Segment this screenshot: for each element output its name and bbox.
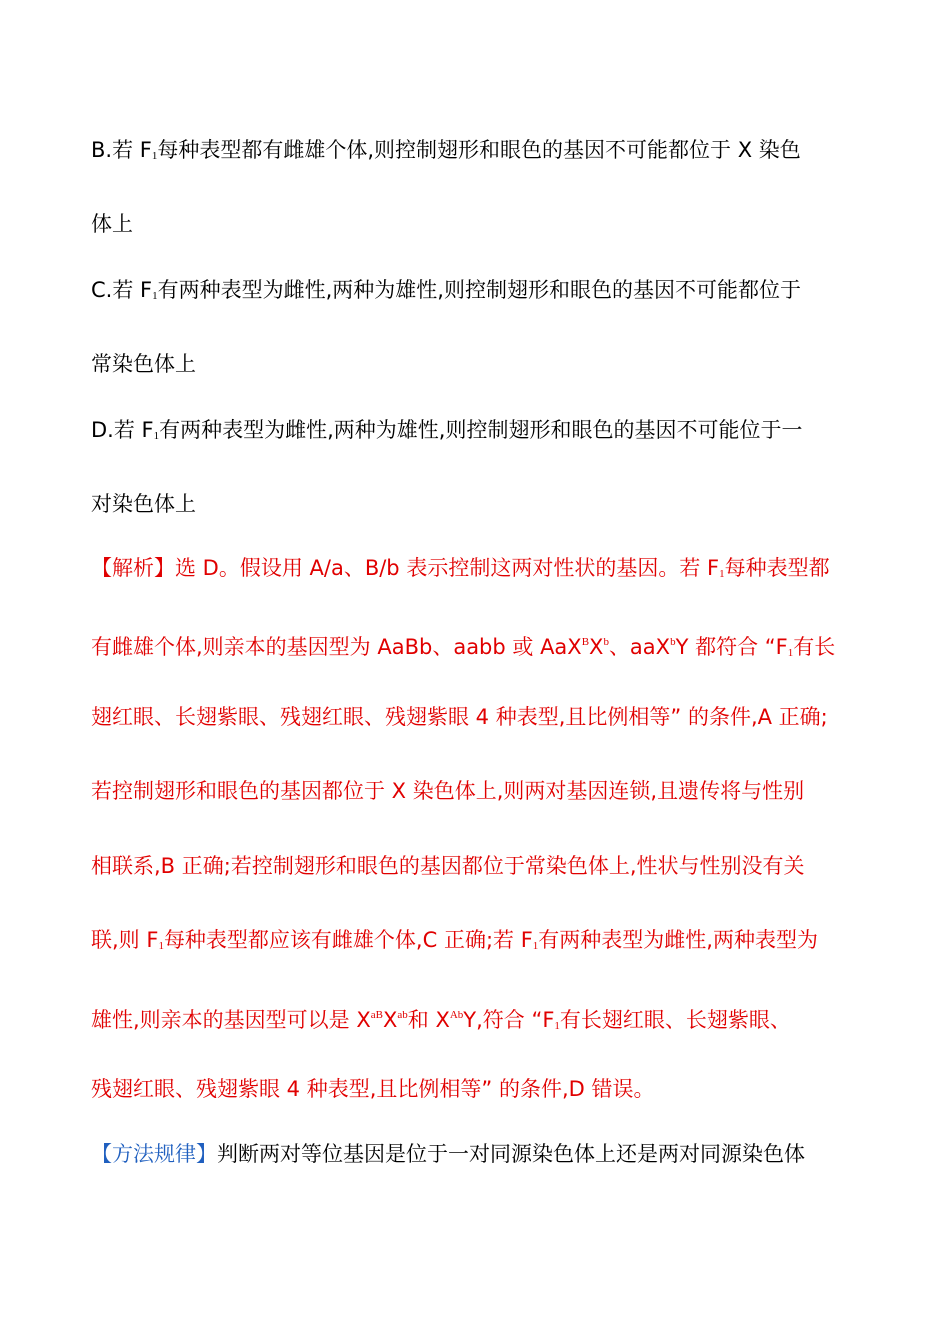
option-b-line-1: [91, 136, 801, 170]
f1-subscript: 1: [532, 940, 539, 952]
analysis-line-8: 残翅红眼、残翅紫眼 4 种表型,且比例相等” 的条件,D 错误。: [91, 1077, 655, 1101]
analysis-text: X: [382, 1008, 398, 1032]
analysis-line-1: [91, 554, 830, 588]
option-d-text: 有两种表型为雌性,两种为雄性,则控制翅形和眼色的基因不可能位于一: [159, 418, 803, 442]
allele-superscript: b: [603, 636, 609, 648]
f1-subscript: 1: [152, 290, 158, 302]
option-d-line-2: 对染色体上: [91, 492, 196, 516]
analysis-text: 每种表型都: [724, 556, 830, 580]
method-label: 【方法规律】: [91, 1142, 217, 1166]
analysis-text: 和 X: [407, 1008, 450, 1032]
analysis-text: X: [589, 635, 604, 659]
analysis-line-7: [91, 1001, 791, 1040]
f1-subscript: 1: [151, 150, 158, 162]
analysis-text: 有雌雄个体,则亲本的基因型为 AaBb、aabb 或 AaX: [91, 635, 582, 659]
option-b-text: 每种表型都有雌雄个体,则控制翅形和眼色的基因不可能都位于 X 染色: [157, 138, 801, 162]
option-b-line-2: 体上: [91, 212, 133, 236]
analysis-text: 【解析】选 D。假设用 A/a、B/b 表示控制这两对性状的基因。若 F: [91, 556, 720, 580]
analysis-text: 有长: [793, 635, 836, 659]
analysis-text: Y 都符合 “F: [675, 635, 788, 659]
analysis-line-2: [91, 628, 835, 667]
analysis-text: 联,则 F: [91, 928, 159, 952]
analysis-line-4: 若控制翅形和眼色的基因都位于 X 染色体上,则两对基因连锁,且遗传将与性别: [91, 779, 805, 803]
allele-superscript: aB: [370, 1009, 383, 1021]
method-line: [91, 1140, 805, 1168]
analysis-text: 雄性,则亲本的基因型可以是 X: [91, 1008, 371, 1032]
f1-subscript: 1: [554, 1020, 560, 1032]
analysis-text: 有两种表型为雌性,两种表型为: [538, 928, 818, 952]
method-text: 判断两对等位基因是位于一对同源染色体上还是两对同源染色体: [217, 1142, 805, 1166]
analysis-line-5: 相联系,B 正确;若控制翅形和眼色的基因都位于常染色体上,性状与性别没有关: [91, 854, 805, 878]
allele-superscript: ab: [397, 1009, 408, 1021]
option-d-line-1: [91, 416, 802, 450]
option-c-text: 有两种表型为雌性,两种为雄性,则控制翅形和眼色的基因不可能都位于: [157, 278, 801, 302]
option-c-prefix: C.若 F: [91, 278, 153, 302]
allele-superscript: Ab: [449, 1009, 464, 1021]
analysis-text: 每种表型都应该有雌雄个体,C 正确;若 F: [163, 928, 533, 952]
option-b-prefix: B.若 F: [91, 138, 152, 162]
allele-superscript: B: [581, 636, 590, 648]
option-c-line-2: 常染色体上: [91, 352, 196, 376]
analysis-text: Y,符合 “F: [463, 1008, 555, 1032]
analysis-text: 、aaX: [608, 635, 671, 659]
f1-subscript: 1: [719, 568, 725, 580]
analysis-line-6: [91, 926, 818, 960]
option-d-prefix: D.若 F: [91, 418, 154, 442]
option-c-line-1: [91, 276, 801, 310]
analysis-line-3: 翅红眼、长翅紫眼、残翅红眼、残翅紫眼 4 种表型,且比例相等” 的条件,A 正确;: [91, 705, 828, 729]
f1-subscript: 1: [787, 647, 794, 659]
f1-subscript: 1: [153, 430, 160, 442]
f1-subscript: 1: [158, 940, 164, 952]
analysis-text: 有长翅红眼、长翅紫眼、: [559, 1008, 791, 1032]
allele-superscript: b: [670, 636, 676, 648]
